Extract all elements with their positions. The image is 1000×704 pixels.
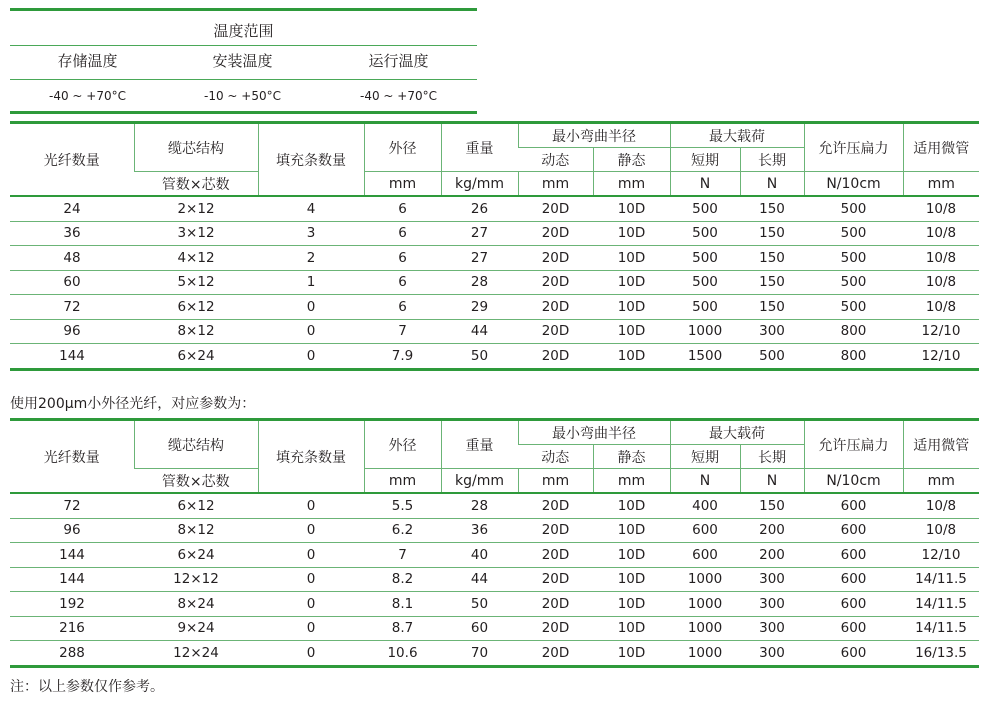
header-tube-x-core: 管数×芯数 bbox=[134, 469, 258, 494]
header-outer-diameter: 外径 bbox=[364, 123, 441, 172]
cell-fiber-count: 96 bbox=[10, 319, 134, 344]
cell-duct: 16/13.5 bbox=[915, 644, 967, 661]
cell-short-load: 1000 bbox=[670, 592, 740, 617]
table-row bbox=[10, 295, 979, 320]
header-crush: 允许压扁力 bbox=[804, 123, 903, 172]
cell-duct: 10/8 bbox=[903, 493, 979, 518]
cell-outer-diameter: 5.5 bbox=[364, 493, 441, 518]
header-short-term: 短期 bbox=[670, 148, 740, 172]
cell-crush: 600 bbox=[804, 543, 903, 568]
table-row bbox=[10, 344, 979, 370]
temperature-table bbox=[10, 8, 477, 114]
cell-filler-count: 1 bbox=[258, 270, 364, 295]
header-outer-diameter: 外径 bbox=[364, 420, 441, 469]
unit-crush: N/10cm bbox=[804, 172, 903, 197]
cell-outer-diameter: 7 bbox=[364, 543, 441, 568]
cell-fiber-count: 144 bbox=[59, 347, 85, 364]
small-fiber-subtitle: 使用200μm小外径光纤，对应参数为： bbox=[10, 396, 256, 412]
table-row bbox=[10, 543, 979, 568]
header-static: 静态 bbox=[593, 445, 670, 469]
cell-long-load: 300 bbox=[740, 592, 804, 617]
header-crush: 允许压扁力 bbox=[804, 420, 903, 469]
cell-duct: 10/8 bbox=[903, 270, 979, 295]
cell-static-radius: 10D bbox=[593, 246, 670, 271]
cell-tube-x-core: 12×24 bbox=[173, 644, 219, 661]
cell-weight: 27 bbox=[441, 221, 518, 246]
cell-tube-x-core: 6×12 bbox=[134, 493, 258, 518]
cell-filler-count: 0 bbox=[258, 319, 364, 344]
cell-outer-diameter: 7 bbox=[364, 319, 441, 344]
spec-table-1 bbox=[10, 121, 979, 371]
cell-tube-x-core: 8×12 bbox=[134, 319, 258, 344]
cell-weight: 44 bbox=[441, 567, 518, 592]
cell-short-load: 1000 bbox=[687, 644, 723, 661]
cell-fiber-count: 144 bbox=[10, 567, 134, 592]
cell-duct: 14/11.5 bbox=[903, 567, 979, 592]
unit-crush: N/10cm bbox=[804, 469, 903, 494]
temp-bottom-rule bbox=[10, 111, 477, 114]
spec-table-2 bbox=[10, 418, 979, 668]
unit-short-term: N bbox=[670, 172, 740, 197]
cell-duct: 10/8 bbox=[903, 518, 979, 543]
header-dynamic: 动态 bbox=[518, 445, 593, 469]
cell-weight: 40 bbox=[441, 543, 518, 568]
cell-static-radius: 10D bbox=[593, 270, 670, 295]
cell-tube-x-core: 8×24 bbox=[134, 592, 258, 617]
table-row bbox=[10, 641, 979, 667]
table-row bbox=[10, 270, 979, 295]
header-cable-structure: 缆芯结构 bbox=[134, 123, 258, 172]
cell-static-radius: 10D bbox=[593, 196, 670, 221]
cell-crush: 600 bbox=[840, 644, 867, 661]
cell-outer-diameter: 6 bbox=[364, 295, 441, 320]
cell-short-load: 500 bbox=[670, 270, 740, 295]
temp-title: 温度范围 bbox=[213, 22, 274, 40]
cell-filler-count: 2 bbox=[258, 246, 364, 271]
cell-weight: 28 bbox=[441, 493, 518, 518]
cell-filler-count: 0 bbox=[258, 592, 364, 617]
cell-filler-count: 0 bbox=[306, 347, 316, 364]
cell-crush: 600 bbox=[804, 567, 903, 592]
cell-duct: 10/8 bbox=[903, 196, 979, 221]
cell-weight: 26 bbox=[441, 196, 518, 221]
cell-crush: 500 bbox=[804, 196, 903, 221]
header-fiber-count: 光纤数量 bbox=[10, 123, 134, 197]
cell-filler-count: 0 bbox=[258, 543, 364, 568]
cell-tube-x-core: 9×24 bbox=[134, 616, 258, 641]
cell-outer-diameter: 6 bbox=[364, 196, 441, 221]
cell-dynamic-radius: 20D bbox=[518, 221, 593, 246]
cell-filler-count: 0 bbox=[258, 567, 364, 592]
cell-filler-count: 3 bbox=[258, 221, 364, 246]
cell-short-load: 500 bbox=[670, 196, 740, 221]
temp-top-rule bbox=[10, 8, 477, 11]
cell-fiber-count: 48 bbox=[10, 246, 134, 271]
cell-duct: 12/10 bbox=[903, 543, 979, 568]
cell-outer-diameter: 8.7 bbox=[364, 616, 441, 641]
table-row bbox=[10, 221, 979, 246]
cell-crush: 500 bbox=[804, 221, 903, 246]
cell-fiber-count: 36 bbox=[10, 221, 134, 246]
header-static: 静态 bbox=[593, 148, 670, 172]
unit-weight: kg/mm bbox=[441, 469, 518, 494]
cell-outer-diameter: 6.2 bbox=[364, 518, 441, 543]
cell-long-load: 150 bbox=[740, 246, 804, 271]
cell-crush: 600 bbox=[804, 518, 903, 543]
cell-long-load: 150 bbox=[740, 270, 804, 295]
cell-tube-x-core: 4×12 bbox=[134, 246, 258, 271]
cell-static-radius: 10D bbox=[617, 347, 646, 364]
cell-long-load: 300 bbox=[759, 644, 785, 661]
cell-short-load: 500 bbox=[670, 221, 740, 246]
header-filler-count: 填充条数量 bbox=[258, 420, 364, 494]
cell-tube-x-core: 3×12 bbox=[134, 221, 258, 246]
cell-fiber-count: 216 bbox=[10, 616, 134, 641]
cell-short-load: 1500 bbox=[687, 347, 723, 364]
cell-weight: 60 bbox=[441, 616, 518, 641]
cell-outer-diameter: 10.6 bbox=[387, 644, 418, 661]
cell-fiber-count: 192 bbox=[10, 592, 134, 617]
cell-dynamic-radius: 20D bbox=[518, 518, 593, 543]
cell-static-radius: 10D bbox=[593, 518, 670, 543]
cell-static-radius: 10D bbox=[593, 221, 670, 246]
cell-tube-x-core: 6×12 bbox=[134, 295, 258, 320]
temp-value-operate: -40 ~ +70°C bbox=[360, 89, 437, 103]
cell-fiber-count: 288 bbox=[59, 644, 85, 661]
cell-static-radius: 10D bbox=[593, 295, 670, 320]
unit-dynamic: mm bbox=[518, 172, 593, 197]
cell-outer-diameter: 6 bbox=[364, 270, 441, 295]
table-row bbox=[10, 567, 979, 592]
cell-dynamic-radius: 20D bbox=[518, 616, 593, 641]
cell-crush: 600 bbox=[804, 592, 903, 617]
cell-short-load: 1000 bbox=[670, 616, 740, 641]
cell-long-load: 150 bbox=[740, 221, 804, 246]
cell-duct: 12/10 bbox=[903, 319, 979, 344]
cell-outer-diameter: 8.2 bbox=[364, 567, 441, 592]
cell-long-load: 500 bbox=[759, 347, 785, 364]
unit-long-term: N bbox=[740, 469, 804, 494]
header-cable-structure: 缆芯结构 bbox=[134, 420, 258, 469]
cell-dynamic-radius: 20D bbox=[541, 347, 570, 364]
unit-duct: mm bbox=[903, 469, 979, 494]
cell-long-load: 150 bbox=[740, 196, 804, 221]
cell-dynamic-radius: 20D bbox=[541, 644, 570, 661]
temp-value-install: -10 ~ +50°C bbox=[204, 89, 281, 103]
cell-duct: 10/8 bbox=[903, 246, 979, 271]
cell-duct: 14/11.5 bbox=[903, 616, 979, 641]
cell-dynamic-radius: 20D bbox=[518, 592, 593, 617]
temp-divider-2 bbox=[10, 79, 477, 80]
cell-duct: 12/10 bbox=[921, 347, 961, 364]
cell-short-load: 1000 bbox=[670, 319, 740, 344]
cell-weight: 29 bbox=[441, 295, 518, 320]
unit-long-term: N bbox=[740, 172, 804, 197]
cell-fiber-count: 24 bbox=[10, 196, 134, 221]
cell-static-radius: 10D bbox=[593, 319, 670, 344]
table-row bbox=[10, 246, 979, 271]
cell-weight: 27 bbox=[441, 246, 518, 271]
cell-tube-x-core: 6×24 bbox=[134, 543, 258, 568]
unit-dynamic: mm bbox=[518, 469, 593, 494]
cell-weight: 28 bbox=[441, 270, 518, 295]
cell-outer-diameter: 7.9 bbox=[391, 347, 414, 364]
cell-static-radius: 10D bbox=[593, 567, 670, 592]
cell-static-radius: 10D bbox=[593, 493, 670, 518]
cell-crush: 600 bbox=[804, 493, 903, 518]
unit-weight: kg/mm bbox=[441, 172, 518, 197]
temp-header-operate: 运行温度 bbox=[368, 52, 429, 70]
cell-outer-diameter: 8.1 bbox=[364, 592, 441, 617]
cell-dynamic-radius: 20D bbox=[518, 567, 593, 592]
cell-long-load: 200 bbox=[740, 543, 804, 568]
cell-crush: 500 bbox=[804, 295, 903, 320]
cell-short-load: 400 bbox=[670, 493, 740, 518]
temp-header-install: 安装温度 bbox=[212, 52, 273, 70]
cell-tube-x-core: 12×12 bbox=[134, 567, 258, 592]
cell-dynamic-radius: 20D bbox=[518, 319, 593, 344]
cell-short-load: 500 bbox=[670, 246, 740, 271]
unit-static: mm bbox=[593, 172, 670, 197]
header-max-load: 最大载荷 bbox=[670, 420, 804, 445]
cell-dynamic-radius: 20D bbox=[518, 196, 593, 221]
cell-long-load: 200 bbox=[740, 518, 804, 543]
table-row bbox=[10, 493, 979, 518]
cell-weight: 44 bbox=[441, 319, 518, 344]
table-row bbox=[10, 319, 979, 344]
cell-outer-diameter: 6 bbox=[364, 246, 441, 271]
table-row bbox=[10, 518, 979, 543]
header-min-bend-radius: 最小弯曲半径 bbox=[518, 420, 670, 445]
table-row bbox=[10, 592, 979, 617]
cell-crush: 500 bbox=[804, 270, 903, 295]
cell-static-radius: 10D bbox=[593, 592, 670, 617]
temp-divider-1 bbox=[10, 45, 477, 46]
cell-fiber-count: 60 bbox=[10, 270, 134, 295]
cell-dynamic-radius: 20D bbox=[518, 246, 593, 271]
cell-tube-x-core: 2×12 bbox=[134, 196, 258, 221]
cell-crush: 500 bbox=[804, 246, 903, 271]
header-max-load: 最大载荷 bbox=[670, 123, 804, 148]
header-long-term: 长期 bbox=[740, 445, 804, 469]
header-short-term: 短期 bbox=[670, 445, 740, 469]
temp-value-storage: -40 ~ +70°C bbox=[49, 89, 126, 103]
footnote: 注：以上参数仅作参考。 bbox=[10, 679, 164, 695]
cell-duct: 10/8 bbox=[903, 221, 979, 246]
cell-fiber-count: 72 bbox=[10, 295, 134, 320]
header-weight: 重量 bbox=[441, 420, 518, 469]
cell-duct: 10/8 bbox=[903, 295, 979, 320]
cell-long-load: 150 bbox=[740, 295, 804, 320]
cell-long-load: 300 bbox=[740, 319, 804, 344]
cell-short-load: 600 bbox=[670, 543, 740, 568]
unit-outer-diameter: mm bbox=[364, 469, 441, 494]
header-tube-x-core: 管数×芯数 bbox=[134, 172, 258, 197]
table-1-body bbox=[10, 196, 979, 369]
cell-long-load: 150 bbox=[740, 493, 804, 518]
cell-crush: 800 bbox=[840, 347, 867, 364]
table-row bbox=[10, 196, 979, 221]
header-min-bend-radius: 最小弯曲半径 bbox=[518, 123, 670, 148]
cell-long-load: 300 bbox=[740, 616, 804, 641]
cell-short-load: 1000 bbox=[670, 567, 740, 592]
cell-filler-count: 0 bbox=[306, 644, 316, 661]
unit-duct: mm bbox=[903, 172, 979, 197]
header-duct: 适用微管 bbox=[903, 420, 979, 469]
cell-tube-x-core: 6×24 bbox=[177, 347, 215, 364]
cell-filler-count: 0 bbox=[258, 295, 364, 320]
header-duct: 适用微管 bbox=[903, 123, 979, 172]
table-2-body bbox=[10, 493, 979, 666]
cell-weight: 70 bbox=[470, 644, 489, 661]
unit-static: mm bbox=[593, 469, 670, 494]
header-long-term: 长期 bbox=[740, 148, 804, 172]
cell-crush: 600 bbox=[804, 616, 903, 641]
cell-tube-x-core: 8×12 bbox=[134, 518, 258, 543]
cell-short-load: 600 bbox=[670, 518, 740, 543]
cell-fiber-count: 144 bbox=[10, 543, 134, 568]
temp-header-storage: 存储温度 bbox=[57, 52, 118, 70]
header-dynamic: 动态 bbox=[518, 148, 593, 172]
unit-outer-diameter: mm bbox=[364, 172, 441, 197]
table-row bbox=[10, 616, 979, 641]
cell-dynamic-radius: 20D bbox=[518, 543, 593, 568]
cell-weight: 50 bbox=[470, 347, 489, 364]
header-weight: 重量 bbox=[441, 123, 518, 172]
cell-filler-count: 0 bbox=[258, 493, 364, 518]
cell-duct: 14/11.5 bbox=[903, 592, 979, 617]
cell-fiber-count: 72 bbox=[10, 493, 134, 518]
cell-weight: 50 bbox=[441, 592, 518, 617]
cell-short-load: 500 bbox=[670, 295, 740, 320]
cell-long-load: 300 bbox=[740, 567, 804, 592]
cell-static-radius: 10D bbox=[593, 616, 670, 641]
cell-dynamic-radius: 20D bbox=[518, 493, 593, 518]
unit-short-term: N bbox=[670, 469, 740, 494]
cell-outer-diameter: 6 bbox=[364, 221, 441, 246]
cell-static-radius: 10D bbox=[593, 543, 670, 568]
cell-filler-count: 4 bbox=[258, 196, 364, 221]
cell-crush: 800 bbox=[804, 319, 903, 344]
cell-dynamic-radius: 20D bbox=[518, 270, 593, 295]
header-fiber-count: 光纤数量 bbox=[10, 420, 134, 494]
cell-weight: 36 bbox=[441, 518, 518, 543]
cell-filler-count: 0 bbox=[258, 518, 364, 543]
cell-filler-count: 0 bbox=[258, 616, 364, 641]
cell-tube-x-core: 5×12 bbox=[134, 270, 258, 295]
header-filler-count: 填充条数量 bbox=[258, 123, 364, 197]
cell-static-radius: 10D bbox=[617, 644, 646, 661]
cell-dynamic-radius: 20D bbox=[518, 295, 593, 320]
cell-fiber-count: 96 bbox=[10, 518, 134, 543]
